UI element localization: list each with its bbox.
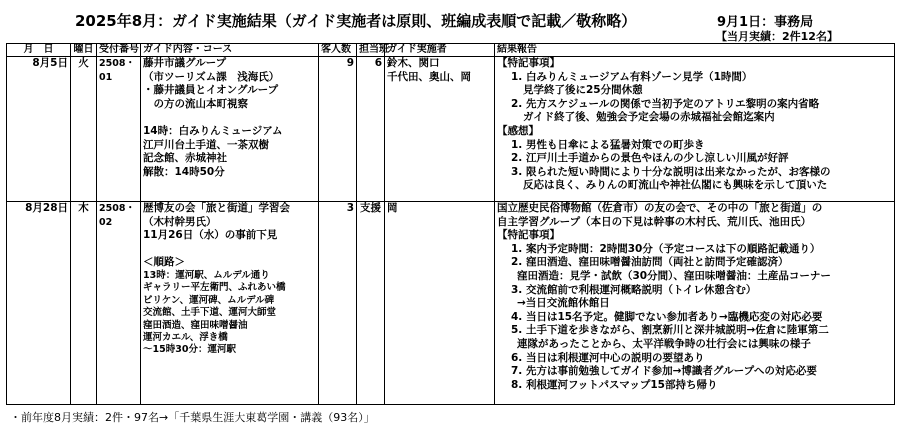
col-header-date: 月 日 — [7, 44, 71, 57]
content-line: 14時：白みりんミュージアム — [143, 124, 283, 137]
report-line: 5. 土手下道を歩きながら、割烹新川と深井城説明→佐倉に陸軍第二 — [511, 324, 829, 337]
row-report — [495, 202, 895, 405]
content-line: （木村幹男氏） — [143, 215, 217, 228]
report-line: 7. 先方は事前勉強してガイド参加→博識者グループへの対応必要 — [511, 365, 817, 378]
report-line: 4. 当日は15名予定。健脚でない参加者あり→臨機応変の対応必要 — [511, 310, 823, 323]
report-line: 国立歴史民俗博物館（佐倉市）の友の会で、その中の「旅と街道」の — [497, 202, 823, 214]
col-header-guests: 客人数 — [319, 44, 357, 57]
route-line: 交流館、土手下道、運河大師堂 — [143, 307, 277, 319]
report-line: ガイド終了後、勉強会予定会場の赤城福祉会館迄案内 — [523, 111, 775, 124]
col-header-number: 受付番号 — [97, 44, 141, 57]
route-line: ギャラリー平左衛門、ふれあい橋 — [143, 282, 286, 294]
report-line: 2. 先方スケジュールの関係で当初予定のアトリエ黎明の案内省略 — [511, 97, 820, 110]
route-line: 運河カエル、浮き橋 — [143, 332, 228, 343]
content-line: の方の流山本町視察 — [143, 97, 248, 110]
report-line: 1. 男性も日傘による猛暑対策での町歩き — [511, 138, 705, 151]
report-line: →当日交流館休館日 — [517, 297, 610, 310]
content-line: 11月26日（水）の事前下見 — [143, 229, 278, 242]
row-number: 2508・01 — [97, 57, 141, 202]
content-line: 解散：14時50分 — [143, 165, 225, 178]
row-date: 8月5日 — [7, 57, 71, 202]
report-line: 2. 江戸川土手道からの景色やほんの少し涼しい川風が好評 — [511, 152, 789, 165]
row-content — [141, 57, 319, 202]
col-header-report: 結果報告 — [495, 44, 895, 57]
guide-line: 岡 — [387, 202, 398, 214]
report-line: 6. 当日は利根運河中心の説明の要望あり — [511, 351, 705, 364]
row-weekday: 木 — [71, 202, 97, 405]
guide-line: 千代田、奥山、岡 — [387, 70, 471, 83]
route-line: 窪田酒造、窪田味噌醤油 — [143, 319, 248, 331]
row-guests: 3 — [319, 202, 357, 405]
content-line — [143, 111, 316, 125]
report-line: 8. 利根運河フットパスマップ15部持ち帰り — [511, 378, 718, 391]
report-line: 【特記事項】 — [497, 57, 560, 69]
col-header-guides: ガイド実施者 — [385, 44, 495, 57]
route-line: 13時：運河駅、ムルデル通り — [143, 269, 270, 281]
content-line: （市ツーリズム課 浅海氏） — [143, 70, 280, 83]
report-date: 9月1日：事務局 — [717, 15, 814, 30]
report-line: 窪田酒造：見学・試飲（30分間）、窪田味噌醤油：土産品コーナー — [517, 269, 831, 282]
report-line: 連隊があったことから、太平洋戦争時の壮行会には興味の様子 — [517, 337, 811, 350]
row-content — [141, 202, 319, 405]
guide-results-table — [6, 43, 895, 405]
content-line — [143, 243, 316, 257]
row-guides — [385, 202, 495, 405]
content-line: 藤井市議グループ — [143, 57, 227, 69]
report-line: 自主学習グループ（本日の下見は幹事の木村氏、荒川氏、池田氏） — [497, 215, 812, 228]
report-line: 見学終了後に25分間休憩 — [523, 84, 643, 97]
col-header-team: 担当班 — [357, 44, 385, 57]
table-row — [7, 202, 895, 405]
route-line: ～15時30分：運河駅 — [143, 344, 236, 356]
report-line: 【特記事項】 — [497, 229, 560, 242]
content-line: 歴博友の会「旅と街道」学習会 — [143, 202, 290, 214]
report-line: 1. 案内予定時間：2時間30分（予定コースは下の順路記載通り） — [511, 242, 821, 255]
route-line: ビリケン、運河碑、ムルデル碑 — [143, 294, 275, 306]
row-guides — [385, 57, 495, 202]
row-weekday: 火 — [71, 57, 97, 202]
row-guests: 9 — [319, 57, 357, 202]
table-row — [7, 57, 895, 202]
table-header-row — [7, 44, 895, 57]
monthly-summary: 【当月実績：2件12名】 — [716, 30, 838, 43]
page-title: 2025年8月：ガイド実施結果（ガイド実施者は原則、班編成表順で記載／敬称略） — [75, 12, 637, 30]
row-report — [495, 57, 895, 202]
report-line: 2. 窪田酒造、窪田味噌醤油訪問（両社と訪問予定確認済） — [511, 256, 789, 269]
report-line: 【感想】 — [497, 124, 539, 137]
report-line: 反応は良く、みりんの町流山や神社仏閣にも興味を示して頂いた — [523, 179, 828, 192]
guide-line: 鈴木、関口 — [387, 57, 440, 69]
content-line: ・藤井議員とイオングループ — [143, 84, 279, 97]
row-number: 2508・02 — [97, 202, 141, 405]
report-line: 1. 白みりんミュージアム有料ゾーン見学（1時間） — [511, 70, 753, 83]
row-team: 支援 — [357, 202, 385, 405]
content-line: ＜順路＞ — [143, 256, 185, 269]
content-line: 江戸川台土手道、一茶双樹 — [143, 138, 269, 151]
previous-year-note: ・前年度8月実績：2件・97名→「千葉県生涯大東葛学園・講義（93名）」 — [10, 411, 375, 424]
row-team: 6 — [357, 57, 385, 202]
report-line: 3. 交流館前で利根運河概略説明（トイレ休憩含む） — [511, 283, 757, 296]
row-date: 8月28日 — [7, 202, 71, 405]
report-line: 3. 限られた短い時間により十分な説明は出来なかったが、お客様の — [511, 165, 831, 178]
col-header-content: ガイド内容・コース — [141, 44, 319, 57]
content-line: 記念館、赤城神社 — [143, 152, 227, 165]
col-header-weekday: 曜日 — [71, 44, 97, 57]
